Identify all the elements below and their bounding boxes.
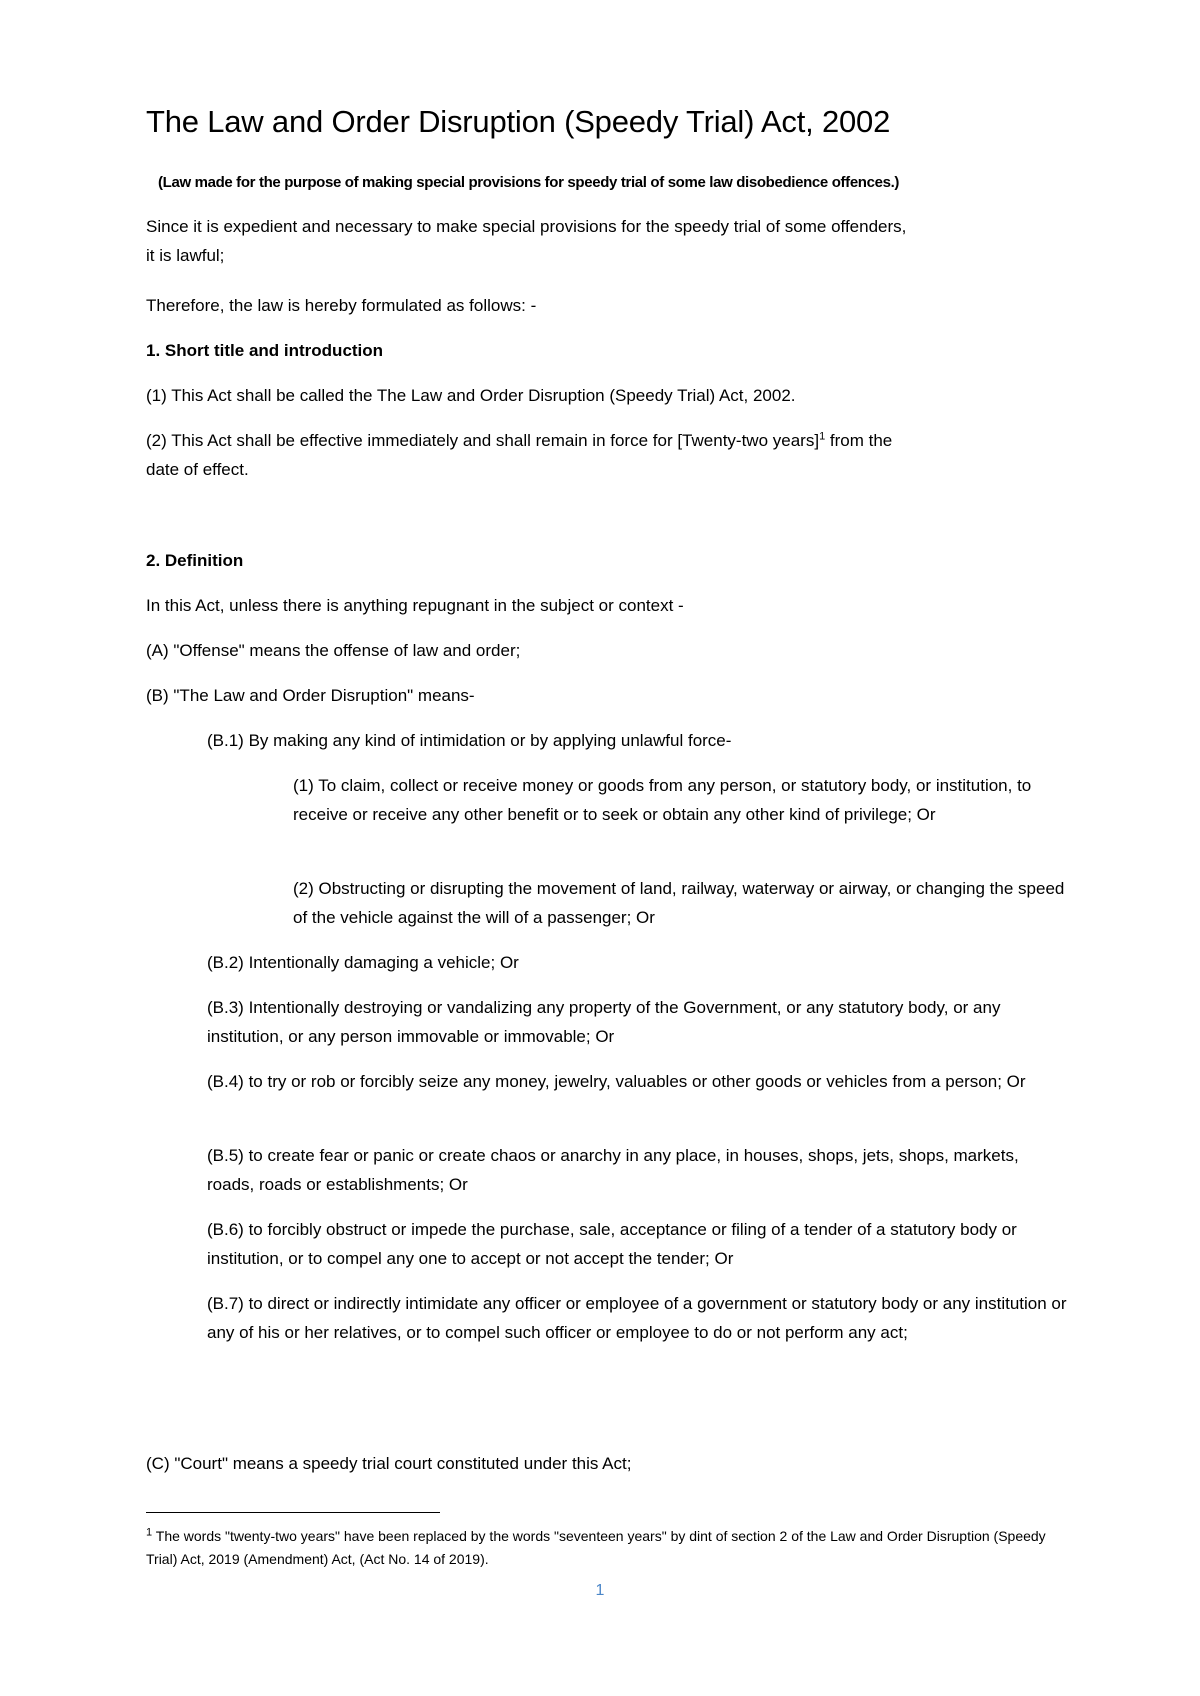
footnote-reference[interactable]: 1 [819,430,826,443]
clause-label: (2) [146,431,167,450]
document-subtitle: (Law made for the purpose of making special provisions for speedy trial of some law disobedience offences.) [158,174,900,191]
footnote-marker: 1 [146,1526,153,1539]
definition-b6 [207,1215,1067,1273]
clause-label: (1) [293,776,314,795]
clause-text: to direct or indirectly intimidate any officer or employee of a government or statutory body or any institution or any of his or her relatives, or to compel such officer or employee to do or not perform any act; [207,1294,1067,1342]
page-number: 1 [595,1582,605,1599]
definition-b4 [207,1067,1067,1096]
clause-text: This Act shall be effective immediately and shall remain in force for [Twenty-two years] [166,431,820,450]
section-1-sub-1 [146,381,1066,410]
definition-b1 [207,726,1067,755]
clause-text: to try or rob or forcibly seize any money, jewelry, valuables or other goods or vehicles from a person; Or [243,1072,1026,1091]
clause-label: (B.3) [207,998,244,1017]
clause-text: To claim, collect or receive money or goods from any person, or statutory body, or institution, to receive or receive any other benefit or to seek or obtain any other kind of privilege; Or [293,776,1032,824]
clause-label: (B) [146,686,169,705]
definition-b1-item-2 [293,874,1068,932]
clause-text: to create fear or panic or create chaos or anarchy in any place, in houses, shops, jets, shops, markets, roads, roads or establishments; Or [207,1146,1019,1194]
clause-text: This Act shall be called the The Law and Order Disruption (Speedy Trial) Act, 2002. [166,386,796,405]
definition-a [146,636,1066,665]
clause-text: Intentionally destroying or vandalizing any property of the Government, or any statutory body, or any institution, or any person immovable or immovable; Or [207,998,1001,1046]
clause-text: "Court" means a speedy trial court constituted under this Act; [169,1454,632,1473]
section-1-sub-2 [146,426,1066,455]
footnote [146,1525,1066,1571]
clause-label: (B.2) [207,953,244,972]
clause-text-continued: from the [825,431,893,450]
preamble-line-1: Since it is expedient and necessary to make special provisions for the speedy trial of some offenders, [146,217,907,236]
clause-label: (B.5) [207,1146,244,1165]
definition-b3 [207,993,1067,1051]
clause-text: "Offense" means the offense of law and order; [168,641,521,660]
clause-text: Obstructing or disrupting the movement of land, railway, waterway or airway, or changing the speed of the vehicle against the will of a passenger; Or [293,879,1065,927]
clause-label: (B.1) [207,731,244,750]
clause-label: (C) [146,1454,170,1473]
document-title: The Law and Order Disruption (Speedy Trial) Act, 2002 [146,104,891,139]
clause-label: (2) [293,879,314,898]
definition-b1-item-1 [293,771,1068,829]
clause-label: (B.7) [207,1294,244,1313]
definition-c [146,1449,1066,1478]
definition-b [146,681,1066,710]
definition-b5 [207,1141,1067,1199]
clause-text: to forcibly obstruct or impede the purchase, sale, acceptance or filing of a tender of a statutory body or institution, or to compel any one to accept or not accept the tender; Or [207,1220,1017,1268]
clause-label: (1) [146,386,167,405]
definition-intro: In this Act, unless there is anything repugnant in the subject or context - [146,596,684,615]
footnote-text: The words "twenty-two years" have been replaced by the words "seventeen years" by dint of section 2 of the Law and Order Disruption (Speedy Trial) Act, 2019 (Amendment) Act, (Act No. 14 of 2019). [146,1528,1046,1567]
section-1-sub-2-line-2: date of effect. [146,460,249,479]
clause-text: By making any kind of intimidation or by applying unlawful force- [243,731,732,750]
definition-b2 [207,948,1067,977]
section-2-heading: 2. Definition [146,551,244,570]
clause-label: (A) [146,641,169,660]
clause-text: "The Law and Order Disruption" means- [168,686,475,705]
clause-text: Intentionally damaging a vehicle; Or [243,953,519,972]
preamble-line-2: it is lawful; [146,246,225,265]
formulation-clause: Therefore, the law is hereby formulated as follows: - [146,296,537,315]
clause-label: (B.6) [207,1220,244,1239]
clause-label: (B.4) [207,1072,244,1091]
footnote-separator [146,1512,440,1513]
definition-b7 [207,1289,1067,1347]
section-1-heading: 1. Short title and introduction [146,341,384,360]
